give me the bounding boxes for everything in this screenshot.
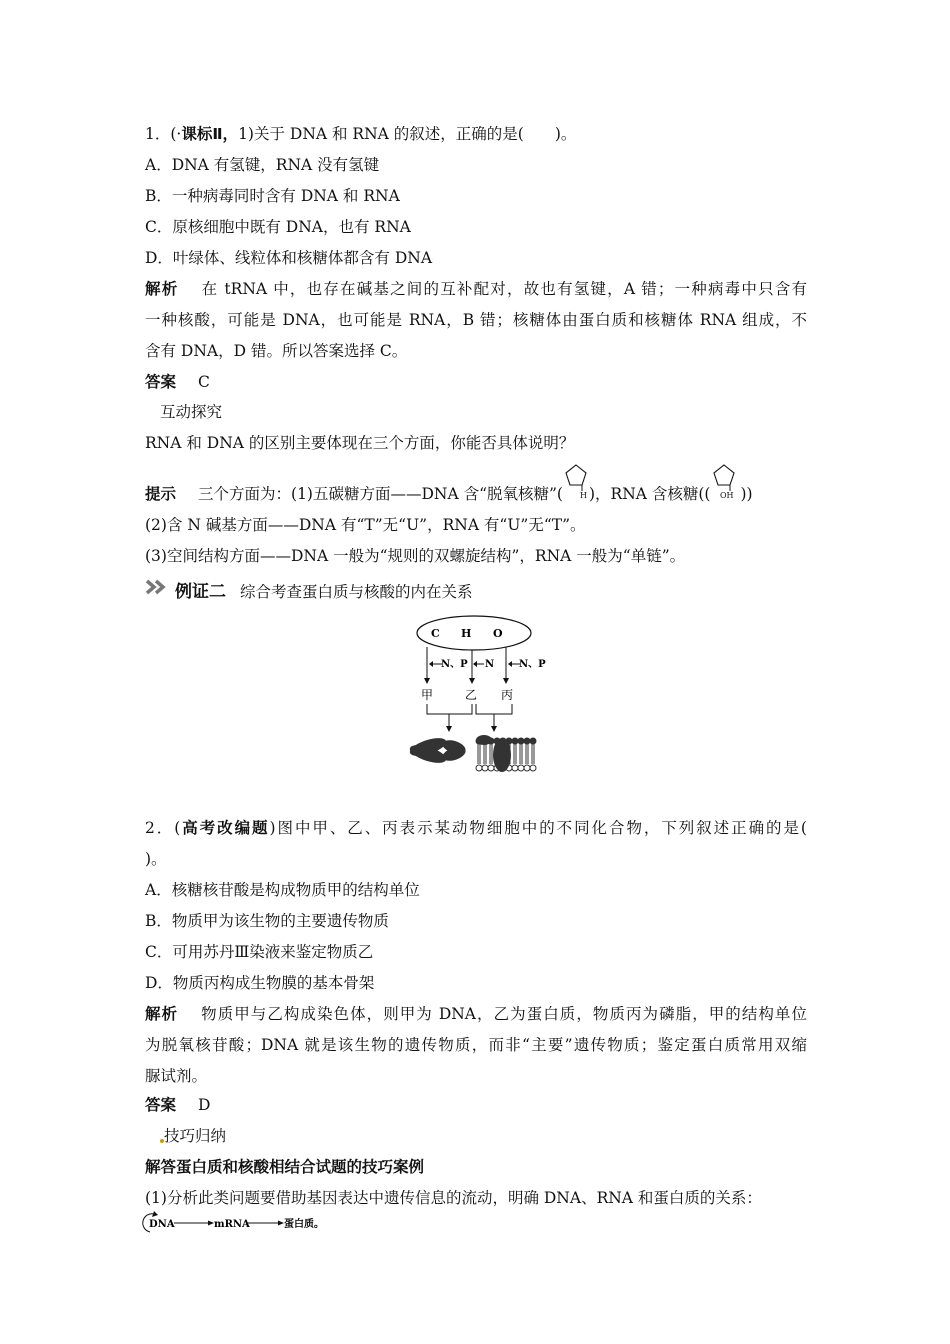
q2-source: 高考改编题 — [180, 819, 270, 837]
q2-analysis-line-1: 解析 物质甲与乙构成染色体，则甲为 DNA，乙为蛋白质，物质丙为磷脂，甲的结构单位 — [145, 1005, 807, 1023]
compound-bing: 丙 — [501, 688, 514, 702]
flow-dna: DNA — [149, 1219, 175, 1230]
q1-stem: 1．(·课标Ⅱ，1)关于 DNA 和 RNA 的叙述，正确的是( )。 — [145, 125, 577, 143]
explore-title: 互动探究 — [160, 403, 223, 421]
arrow-label-2: N — [485, 659, 495, 670]
section-2-title: 综合考查蛋白质与核酸的内在关系 — [240, 583, 473, 601]
q2-answer — [145, 1095, 210, 1115]
q2-stem-line-1: 2．(高考改编题)图中甲、乙、丙表示某动物细胞中的不同化合物，下列叙述正确的是( — [145, 819, 807, 837]
q1-option-c: C．原核细胞中既有 DNA，也有 RNA — [145, 218, 411, 236]
section-2-header — [145, 576, 473, 602]
element-c: C — [431, 627, 440, 640]
q1-option-d: D．叶绿体、线粒体和核糖体都含有 DNA — [145, 249, 433, 267]
compound-relationship-diagram — [404, 612, 584, 782]
q2-option-a: A．核糖核苷酸是构成物质甲的结构单位 — [145, 881, 420, 899]
chromosome-icon — [408, 734, 467, 766]
q1-source: 课标Ⅱ， — [181, 125, 239, 143]
arrow-label-1: N、P — [441, 659, 468, 670]
q2-option-d: D．物质丙构成生物膜的基本骨架 — [145, 974, 375, 992]
q1-analysis-line-3: 含有 DNA，D 错。所以答案选择 C。 — [145, 342, 408, 360]
q1-answer — [145, 372, 210, 392]
cell-membrane-icon — [476, 735, 536, 772]
q2-option-b: B．物质甲为该生物的主要遗传物质 — [145, 912, 389, 930]
q2-answer-label: 答案 — [145, 1096, 177, 1114]
flow-protein: 蛋白质。 — [284, 1219, 324, 1230]
ribose-icon — [710, 484, 740, 504]
ribose-label: OH — [720, 491, 735, 498]
tips-title: 技巧归纳 — [160, 1126, 226, 1146]
q1-option-a: A．DNA 有氢键，RNA 没有氢键 — [145, 156, 380, 174]
gene-expression-flow — [140, 1210, 340, 1238]
q2-option-c: C．可用苏丹Ⅲ染液来鉴定物质乙 — [145, 943, 374, 961]
flow-mrna: mRNA — [214, 1219, 250, 1230]
q2-analysis-line-2: 为脱氧核苷酸；DNA 就是该生物的遗传物质，而非“主要”遗传物质；鉴定蛋白质常用双缩 — [145, 1036, 807, 1054]
hint-line-3: (3)空间结构方面——DNA 一般为“规则的双螺旋结构”，RNA 一般为“单链”。 — [145, 547, 686, 565]
element-o: O — [493, 627, 503, 640]
q1-answer-label: 答案 — [145, 373, 177, 391]
element-h: H — [461, 627, 472, 640]
arrow-label-3: N、P — [519, 659, 546, 670]
tips-heading: 解答蛋白质和核酸相结合试题的技巧案例 — [145, 1158, 425, 1176]
deoxyribose-icon — [563, 484, 589, 504]
hint-line-2: (2)含 N 碱基方面——DNA 有“T”无“U”，RNA 有“U”无“T”。 — [145, 516, 586, 534]
q1-analysis-label: 解析 — [145, 280, 179, 298]
hint-line-1: 提示 三个方面为：(1)五碳糖方面——DNA 含“脱氧核糖”( H )，RNA 含核糖(( OH )) — [145, 484, 753, 504]
explore-question: RNA 和 DNA 的区别主要体现在三个方面，你能否具体说明？ — [145, 434, 575, 452]
double-chevron-icon — [145, 579, 171, 600]
hint-label: 提示 — [145, 485, 177, 503]
q2-answer-value: D — [198, 1096, 211, 1114]
deoxyribose-label: H — [579, 491, 587, 498]
q2-stem-line-2: )。 — [145, 850, 167, 868]
q2-analysis-line-3: 脲试剂。 — [145, 1067, 208, 1085]
q1-option-b: B．一种病毒同时含有 DNA 和 RNA — [145, 187, 400, 205]
compound-jia: 甲 — [421, 688, 434, 702]
q1-analysis-line-1: 解析 在 tRNA 中，也存在碱基之间的互补配对，故也有氢键，A 错；一种病毒中只含有 — [145, 280, 807, 298]
q1-analysis-line-2: 一种核酸，可能是 DNA，也可能是 RNA，B 错；核糖体由蛋白质和核糖体 RNA 组成，不 — [145, 311, 807, 329]
tips-line-1: (1)分析此类问题要借助基因表达中遗传信息的流动，明确 DNA、RNA 和蛋白质的关系： — [145, 1189, 762, 1207]
compound-yi: 乙 — [465, 688, 478, 702]
q1-answer-value: C — [198, 373, 210, 391]
q2-analysis-label: 解析 — [145, 1005, 179, 1023]
section-2-tag: 例证二 — [175, 581, 226, 602]
